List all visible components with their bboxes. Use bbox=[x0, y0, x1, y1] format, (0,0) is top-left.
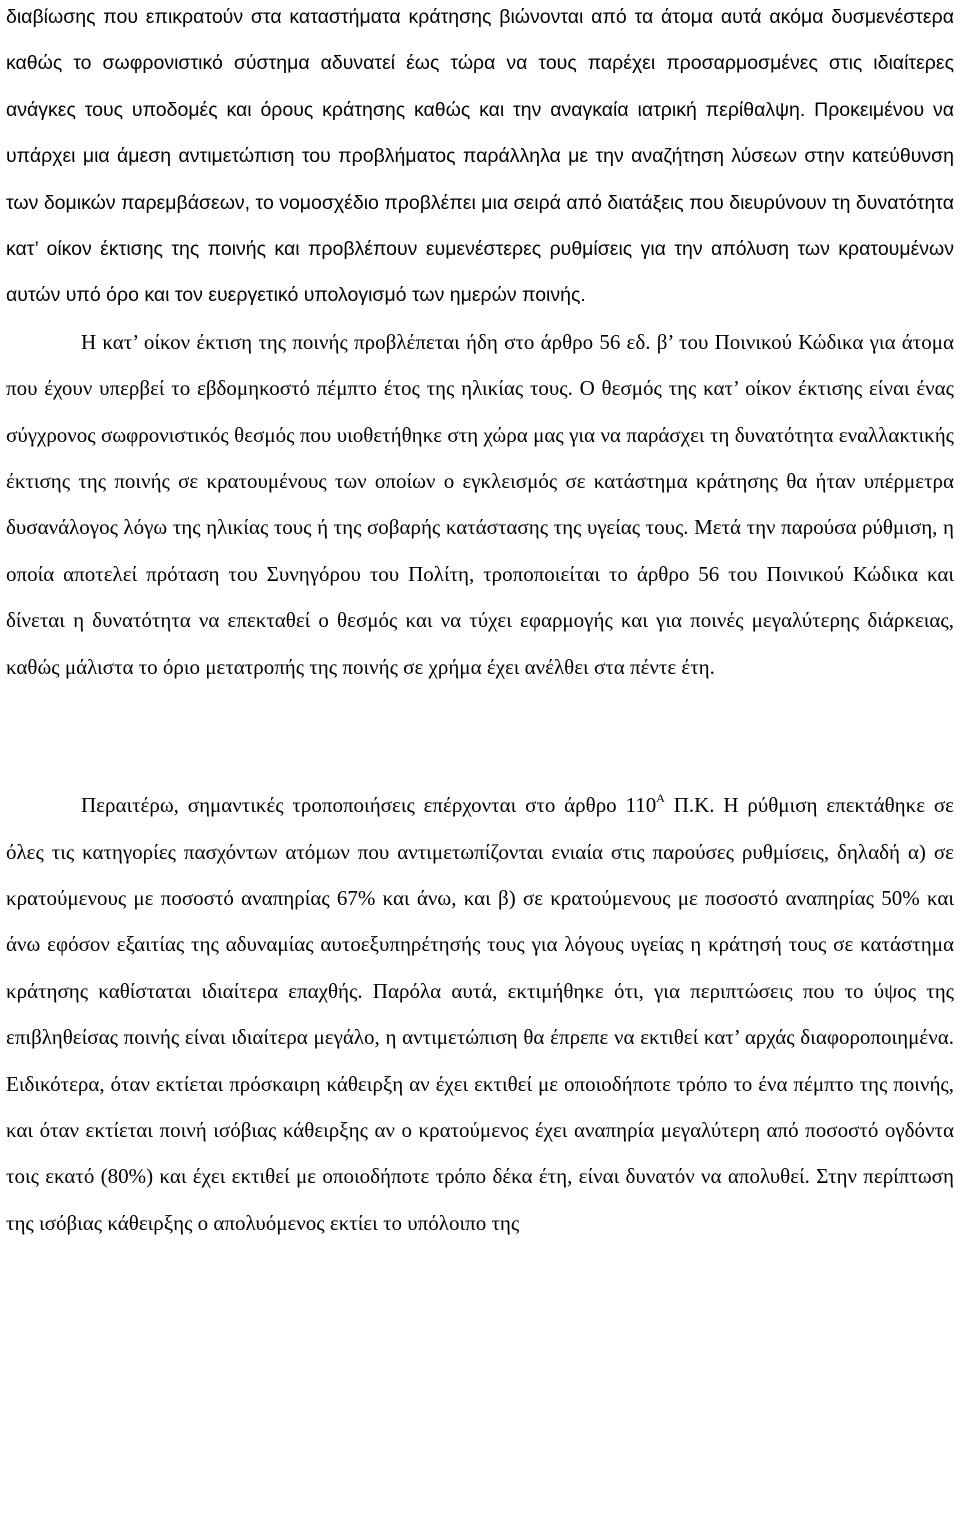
paragraph-1-text: διαβίωσης που επικρατούν στα καταστήματα κράτησης βιώνονται από τα άτομα αυτά ακόμα δυσμενέστερα καθώς το σωφρονιστικό σύστημα αδυνατεί έως τώρα να τους παρέχει προσαρμοσμένες στις ιδιαίτερες ανάγκες τους υποδομές και όρους κράτησης καθώς και την αναγκαία ιατρική περίθαλψη. Προκειμένου να υπάρχει μια άμεση αντιμετώπιση του προβλήματος παράλληλα με την αναζήτηση λύσεων στην κατεύθυνση των δομικών παρεμβάσεων, το νομοσχέδιο προβλέπει μια σειρά από διατάξεις που διευρύνουν τη δυνατότητα κατ’ οίκον έκτισης της ποινής και προβλέπουν ευμενέστερες ρυθμίσεις για την απόλυση των κρατουμένων αυτών υπό όρο και τον ευεργετικό υπολογισμό των ημερών ποινής. bbox=[6, 6, 954, 307]
article-superscript: Α bbox=[656, 791, 665, 806]
paragraph-gap bbox=[6, 690, 954, 782]
paragraph-conditions bbox=[6, 0, 954, 319]
document-page bbox=[6, 0, 954, 1246]
paragraph-2-text: Η κατ’ οίκον έκτιση της ποινής προβλέπεται ήδη στο άρθρο 56 εδ. β’ του Ποινικού Κώδικα για άτομα που έχουν υπερβεί το εβδομηκοστό πέμπτο έτος της ηλικίας τους. Ο θεσμός της κατ’ οίκον έκτισης είναι ένας σύγχρονος σωφρονιστικός θεσμός που υιοθετήθηκε στη χώρα μας για να παράσχει τη δυνατότητα εναλλακτικής έκτισης της ποινής σε κρατουμένους των οποίων ο εγκλεισμός σε κατάστημα κράτησης θα ήταν υπέρμετρα δυσανάλογος λόγω της ηλικίας τους ή της σοβαρής κατάστασης της υγείας τους. Μετά την παρούσα ρύθμιση, η οποία αποτελεί πρόταση του Συνηγόρου του Πολίτη, τροποποιείται το άρθρο 56 του Ποινικού Κώδικα και δίνεται η δυνατότητα να επεκταθεί ο θεσμός και να τύχει εφαρμογής και για ποινές μεγαλύτερης διάρκειας, καθώς μάλιστα το όριο μετατροπής της ποινής σε χρήμα έχει ανέλθει στα πέντε έτη. bbox=[6, 329, 954, 679]
paragraph-3-text-start: Περαιτέρω, σημαντικές τροποποιήσεις επέρχονται στο άρθρο 110 bbox=[81, 793, 657, 818]
paragraph-article-110a bbox=[6, 782, 954, 1246]
paragraph-home-detention bbox=[6, 319, 954, 690]
paragraph-3-text-rest: Π.Κ. Η ρύθμιση επεκτάθηκε σε όλες τις κατηγορίες πασχόντων ατόμων που αντιμετωπίζονται ενιαία στις παρούσες ρυθμίσεις, δηλαδή α) σε κρατούμενους με ποσοστό αναπηρίας 67% και άνω, και β) σε κρατούμενους με ποσοστό αναπηρίας 50% και άνω εφόσον εξαιτίας της αδυναμίας αυτοεξυπηρέτησής τους για λόγους υγείας η κράτησή τους σε κατάστημα κράτησης καθίσταται ιδιαίτερα επαχθής. Παρόλα αυτά, εκτιμήθηκε ότι, για περιπτώσεις που το ύψος της επιβληθείσας ποινής είναι ιδιαίτερα μεγάλο, η αντιμετώπιση θα έπρεπε να εκτιθεί κατ’ αρχάς διαφοροποιημένα. Ειδικότερα, όταν εκτίεται πρόσκαιρη κάθειρξη αν έχει εκτιθεί με οποιοδήποτε τρόπο το ένα πέμπτο της ποινής, και όταν εκτίεται ποινή ισόβιας κάθειρξης αν ο κρατούμενος έχει αναπηρία μεγαλύτερη από ποσοστό ογδόντα τοις εκατό (80%) και έχει εκτιθεί με οποιοδήποτε τρόπο δέκα έτη, είναι δυνατόν να απολυθεί. Στην περίπτωση της ισόβιας κάθειρξης ο απολυόμενος εκτίει το υπόλοιπο της bbox=[6, 793, 954, 1235]
